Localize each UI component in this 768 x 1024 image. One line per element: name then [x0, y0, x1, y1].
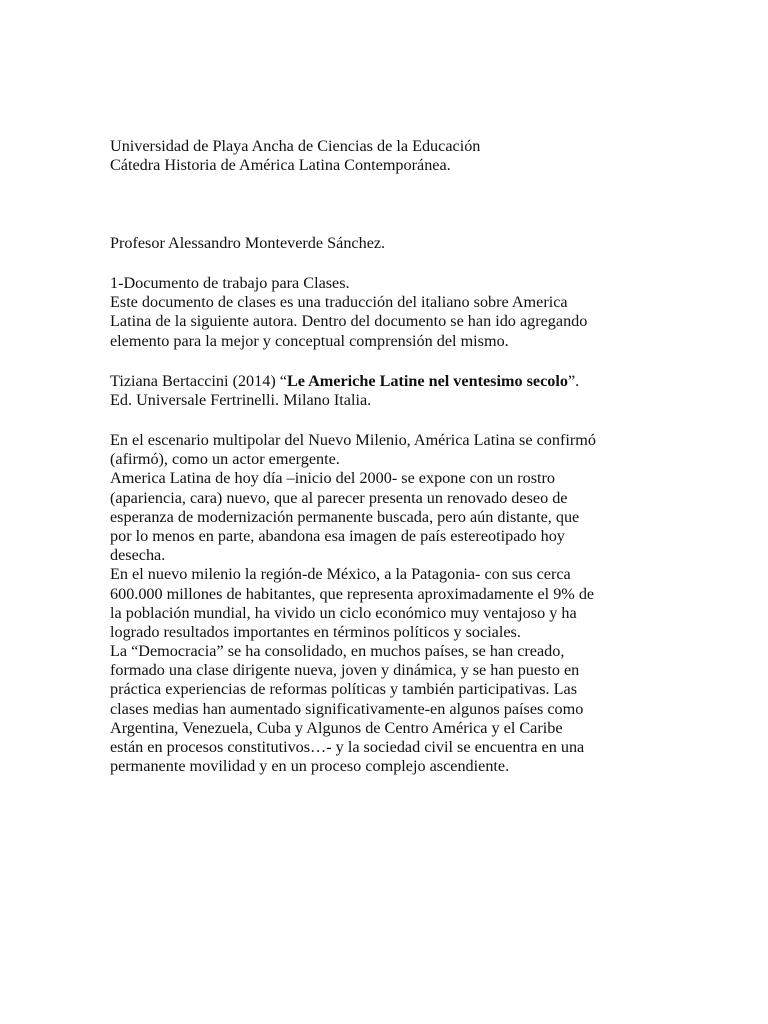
- document-intro: [110, 274, 670, 351]
- body-line: la población mundial, ha vivido un ciclo económico muy ventajoso y ha: [110, 603, 577, 622]
- intro-line-4: elemento para la mejor y conceptual comprensión del mismo.: [110, 331, 509, 350]
- body-line: esperanza de modernización permanente buscada, pero aún distante, que: [110, 507, 580, 526]
- body-line: (apariencia, cara) nuevo, que al parecer presenta un renovado deseo de: [110, 488, 568, 507]
- body-line: Argentina, Venezuela, Cuba y Algunos de Centro América y el Caribe: [110, 718, 563, 737]
- intro-line-2: Este documento de clases es una traducción del italiano sobre America: [110, 293, 568, 312]
- body-line: logrado resultados importantes en términos políticos y sociales.: [110, 622, 521, 641]
- body-line: America Latina de hoy día –inicio del 2000- se expone con un rostro: [110, 469, 556, 488]
- body-line: En el escenario multipolar del Nuevo Milenio, América Latina se confirmó: [110, 431, 596, 449]
- body-line: desecha.: [110, 546, 166, 565]
- citation-title: Le Americhe Latine nel ventesimo secolo: [286, 372, 568, 390]
- body-line: clases medias han aumentado significativamente-en algunos países como: [110, 699, 584, 718]
- body-line: La “Democracia” se ha consolidado, en muchos países, se han creado,: [110, 642, 565, 661]
- body-text: [110, 431, 670, 776]
- document-header: [110, 137, 670, 175]
- professor-name: Profesor Alessandro Monteverde Sánchez.: [110, 234, 386, 252]
- university-name: Universidad de Playa Ancha de Ciencias de la Educación: [110, 137, 481, 155]
- body-line: formado una clase dirigente nueva, joven y dinámica, y se han puesto en: [110, 661, 580, 680]
- citation-end: ”.: [567, 372, 580, 390]
- course-name: Cátedra Historia de América Latina Contemporánea.: [110, 156, 451, 175]
- intro-line-3: Latina de la siguiente autora. Dentro del documento se han ido agregando: [110, 312, 588, 331]
- body-line: práctica experiencias de reformas políticas y también participativas. Las: [110, 680, 577, 699]
- body-line: 600.000 millones de habitantes, que representa aproximadamente el 9% de: [110, 584, 595, 603]
- citation: [110, 372, 670, 410]
- body-line: están en procesos constitutivos…- y la sociedad civil se encuentra en una: [110, 738, 585, 756]
- body-line: permanente movilidad y en un proceso complejo ascendiente.: [110, 757, 510, 776]
- body-line: En el nuevo milenio la región-de México, a la Patagonia- con sus cerca: [110, 565, 571, 584]
- professor-line: [110, 234, 670, 253]
- citation-author: Tiziana Bertaccini (2014) “: [110, 372, 287, 390]
- citation-line-1: [110, 372, 670, 391]
- body-line: (afirmó), como un actor emergente.: [110, 450, 340, 469]
- body-line: por lo menos en parte, abandona esa imagen de país estereotipado hoy: [110, 526, 565, 545]
- citation-publisher: Ed. Universale Fertrinelli. Milano Italia.: [110, 391, 372, 410]
- intro-line-1: 1-Documento de trabajo para Clases.: [110, 274, 350, 292]
